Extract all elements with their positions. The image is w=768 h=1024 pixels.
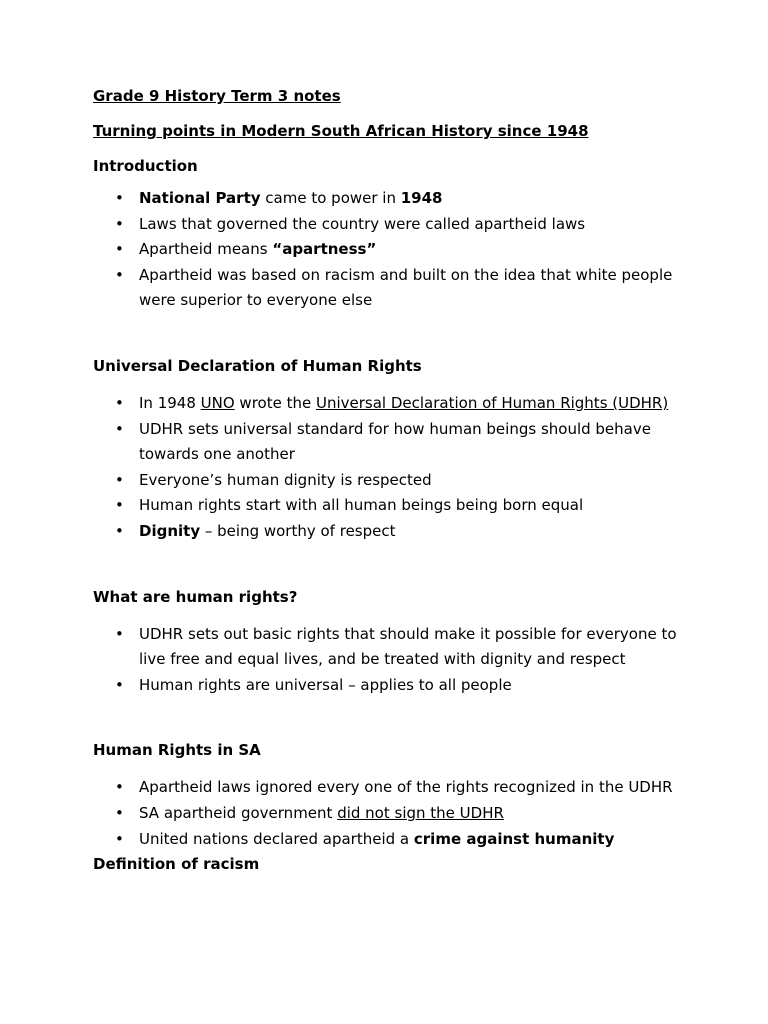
underlined-text: UNO — [200, 393, 235, 412]
text: Apartheid was based on racism and built on the idea that white people were superior to everyone else — [139, 265, 673, 310]
what-list — [93, 622, 693, 699]
text: Everyone’s human dignity is respected — [139, 470, 432, 489]
text: SA apartheid government — [139, 803, 338, 822]
document-subtitle: Turning points in Modern South African History since 1948 — [93, 122, 589, 140]
section-heading-human-rights-sa: Human Rights in SA — [93, 741, 261, 760]
list-item — [93, 622, 693, 673]
list-item — [93, 417, 693, 468]
sa-list — [93, 775, 693, 852]
document-title: Grade 9 History Term 3 notes — [93, 87, 341, 105]
bullet-icon: • — [115, 829, 124, 848]
section-heading-what-are-human-rights: What are human rights? — [93, 587, 298, 606]
bullet-icon: • — [115, 214, 124, 233]
bullet-icon: • — [115, 470, 124, 489]
bold-text: Dignity — [139, 521, 201, 540]
bold-text: “apartness” — [272, 240, 377, 259]
document-page — [93, 86, 693, 874]
list-item — [93, 775, 693, 801]
text: UDHR sets out basic rights that should make it possible for everyone to live free and equal lives, and be treated with dignity and respect — [139, 624, 677, 669]
text: Human rights are universal – applies to all people — [139, 675, 512, 694]
list-item — [93, 468, 693, 494]
list-item — [93, 186, 693, 212]
bold-text: crime against humanity — [413, 829, 615, 848]
list-item — [93, 391, 693, 417]
text: Human rights start with all human beings being born equal — [139, 496, 584, 515]
text: Apartheid laws ignored every one of the rights recognized in the UDHR — [139, 778, 673, 797]
bold-text: 1948 — [400, 189, 443, 207]
text: United nations declared apartheid a — [139, 829, 414, 848]
text: came to power in — [260, 189, 401, 207]
underlined-text: did not sign the UDHR — [337, 803, 504, 822]
section-heading-udhr: Universal Declaration of Human Rights — [93, 356, 422, 375]
list-item — [93, 827, 693, 853]
text: – being worthy of respect — [200, 521, 396, 540]
bullet-icon: • — [115, 803, 124, 822]
underlined-text: Universal Declaration of Human Rights (UDHR) — [315, 393, 669, 412]
list-item — [93, 212, 693, 238]
text: UDHR sets universal standard for how human beings should behave towards one another — [139, 419, 651, 464]
section-heading-introduction: Introduction — [93, 157, 198, 175]
bullet-icon: • — [115, 778, 124, 797]
bullet-icon: • — [115, 189, 124, 207]
bullet-icon: • — [115, 521, 124, 540]
list-item — [93, 237, 693, 263]
bullet-icon: • — [115, 675, 124, 694]
bullet-icon: • — [115, 265, 124, 284]
introduction-list — [93, 186, 693, 314]
bullet-icon: • — [115, 419, 124, 438]
bullet-icon: • — [115, 496, 124, 515]
bullet-icon: • — [115, 240, 124, 259]
bullet-icon: • — [115, 393, 124, 412]
list-item — [93, 801, 693, 827]
udhr-list — [93, 391, 693, 545]
bullet-icon: • — [115, 624, 124, 643]
list-item — [93, 673, 693, 699]
text: In 1948 — [139, 393, 201, 412]
section-heading-definition-of-racism: Definition of racism — [93, 855, 260, 874]
text: Apartheid means — [139, 240, 273, 259]
list-item — [93, 263, 693, 314]
text: wrote the — [234, 393, 316, 412]
text: Laws that governed the country were called apartheid laws — [139, 214, 586, 233]
list-item — [93, 493, 693, 519]
bold-text: National Party — [139, 189, 261, 207]
list-item — [93, 519, 693, 545]
